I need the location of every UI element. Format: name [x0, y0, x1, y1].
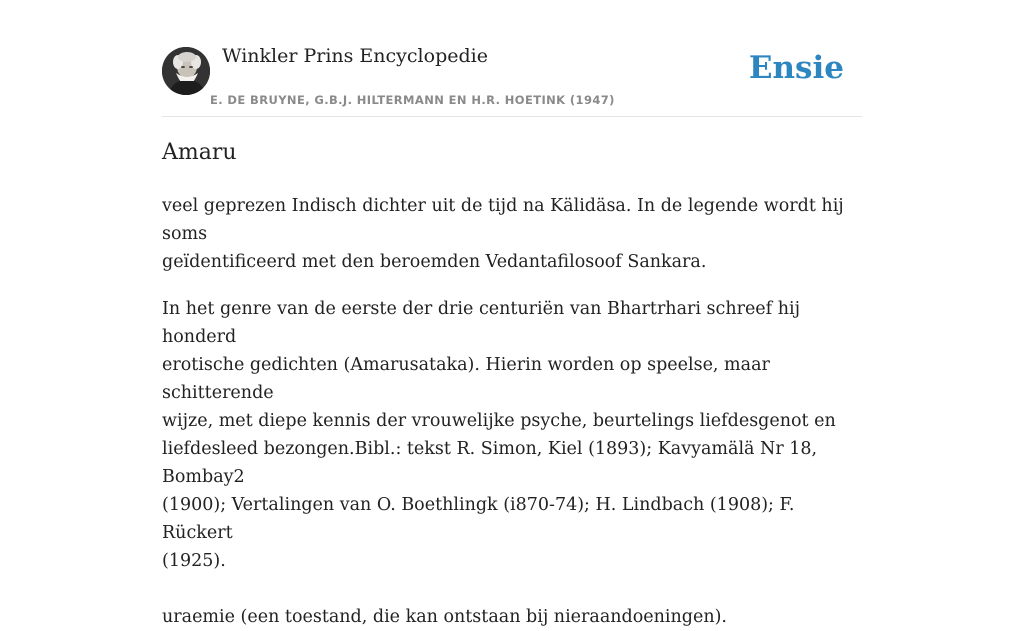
avatar[interactable] — [162, 47, 210, 95]
source-authors: E. DE BRUYNE, G.B.J. HILTERMANN EN H.R. HOETINK (1947) — [210, 93, 615, 107]
entry-paragraph: In het genre van de eerste der drie centuriën van Bhartrhari schreef hij honderd erotische gedichten (Amarusataka). Hierin worden op speelse, maar schitterende wijze, met diepe kennis der vrouwelijke psyche, beurtelings liefdesgenot en liefdesleed bezongen.Bibl.: tekst R. Simon, Kiel (1893); Kavyamälä Nr 18, Bombay2 (1900); Vertalingen van O. Boethlingk (i870-74); H. Lindbach (1908); F. Rückert (1925). — [162, 299, 836, 571]
entry-paragraph: veel geprezen Indisch dichter uit de tijd na Kälidäsa. In de legende wordt hij soms geïdentificeerd met den beroemden Vedantafilosoof Sankara. — [162, 196, 844, 272]
entry-paragraph: uraemie (een toestand, die kan ontstaan bij nieraandoeningen). — [162, 607, 727, 627]
source-header — [162, 0, 862, 117]
page — [162, 0, 862, 627]
source-title[interactable]: Winkler Prins Encyclopedie — [222, 45, 488, 67]
entry-title: Amaru — [162, 140, 237, 165]
entry-content — [162, 192, 862, 631]
bearded-man-portrait-icon — [162, 47, 210, 95]
brand-logo[interactable]: Ensie — [748, 50, 844, 86]
